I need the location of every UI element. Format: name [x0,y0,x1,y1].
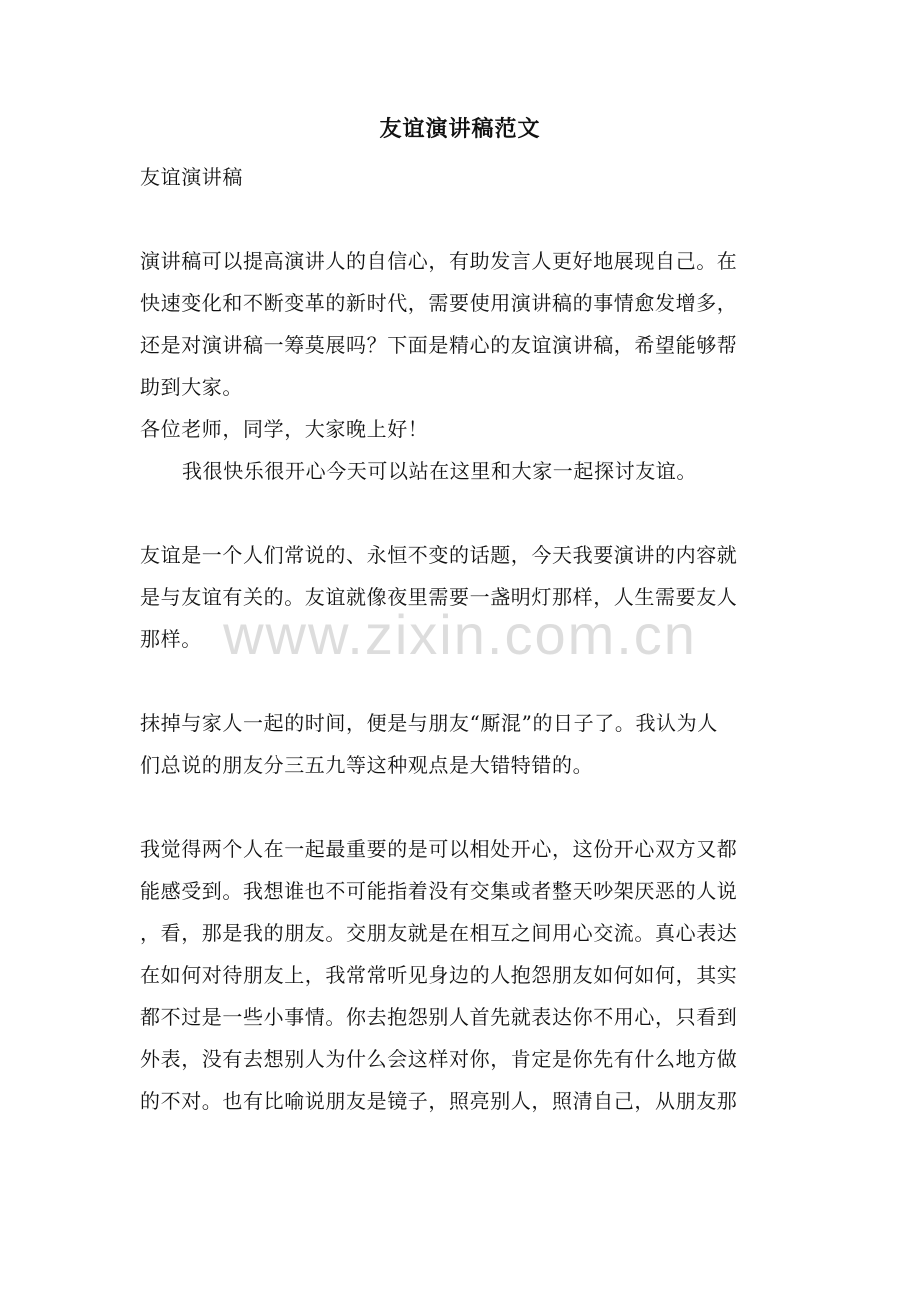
text-line: 的不对。也有比喻说朋友是镜子，照亮别人，照清自己，从朋友那 [140,1089,738,1113]
text-line: 演讲稿可以提高演讲人的自信心，有助发言人更好地展现自己。在 [140,249,738,273]
blank-line [140,492,780,534]
text-line: 能感受到。我想谁也不可能指着没有交集或者整天吵架厌恶的人说 [140,879,738,903]
blank-line [140,198,780,240]
document-body [140,156,780,1122]
blank-line [140,786,780,828]
watermark: www.zixin.com.cn [223,603,697,666]
text-line: 抹掉与家人一起的时间，便是与朋友“厮混”的日子了。我认为人 [140,711,718,735]
text-line: 们总说的朋友分三五九等这种观点是大错特错的。 [140,753,594,777]
text-line: 还是对演讲稿一筹莫展吗？下面是精心的友谊演讲稿，希望能够帮 [140,333,738,357]
text-line: 是与友谊有关的。友谊就像夜里需要一盏明灯那样，人生需要友人 [140,585,738,609]
text-line: 助到大家。 [140,375,243,399]
text-line: 快速变化和不断变革的新时代，需要使用演讲稿的事情愈发增多， [140,291,738,315]
text-line: 我觉得两个人在一起最重要的是可以相处开心，这份开心双方又都 [140,837,738,861]
text-line: 那样。 [140,627,202,651]
text-line: 我很快乐很开心今天可以站在这里和大家一起探讨友谊。 [182,459,697,483]
text-line: ，看，那是我的朋友。交朋友就是在相互之间用心交流。真心表达 [140,921,738,945]
text-line: 各位老师，同学，大家晚上好！ [140,417,429,441]
blank-line [140,660,780,702]
text-line: 都不过是一些小事情。你去抱怨别人首先就表达你不用心，只看到 [140,1005,738,1029]
text-line: 外表，没有去想别人为什么会这样对你，肯定是你先有什么地方做 [140,1047,738,1071]
text-line: 在如何对待朋友上，我常常听见身边的人抱怨朋友如何如何，其实 [140,963,738,987]
document-title: 友谊演讲稿范文 [379,116,541,142]
text-line: 友谊演讲稿 [140,165,243,189]
text-line: 友谊是一个人们常说的、永恒不变的话题，今天我要演讲的内容就 [140,543,738,567]
